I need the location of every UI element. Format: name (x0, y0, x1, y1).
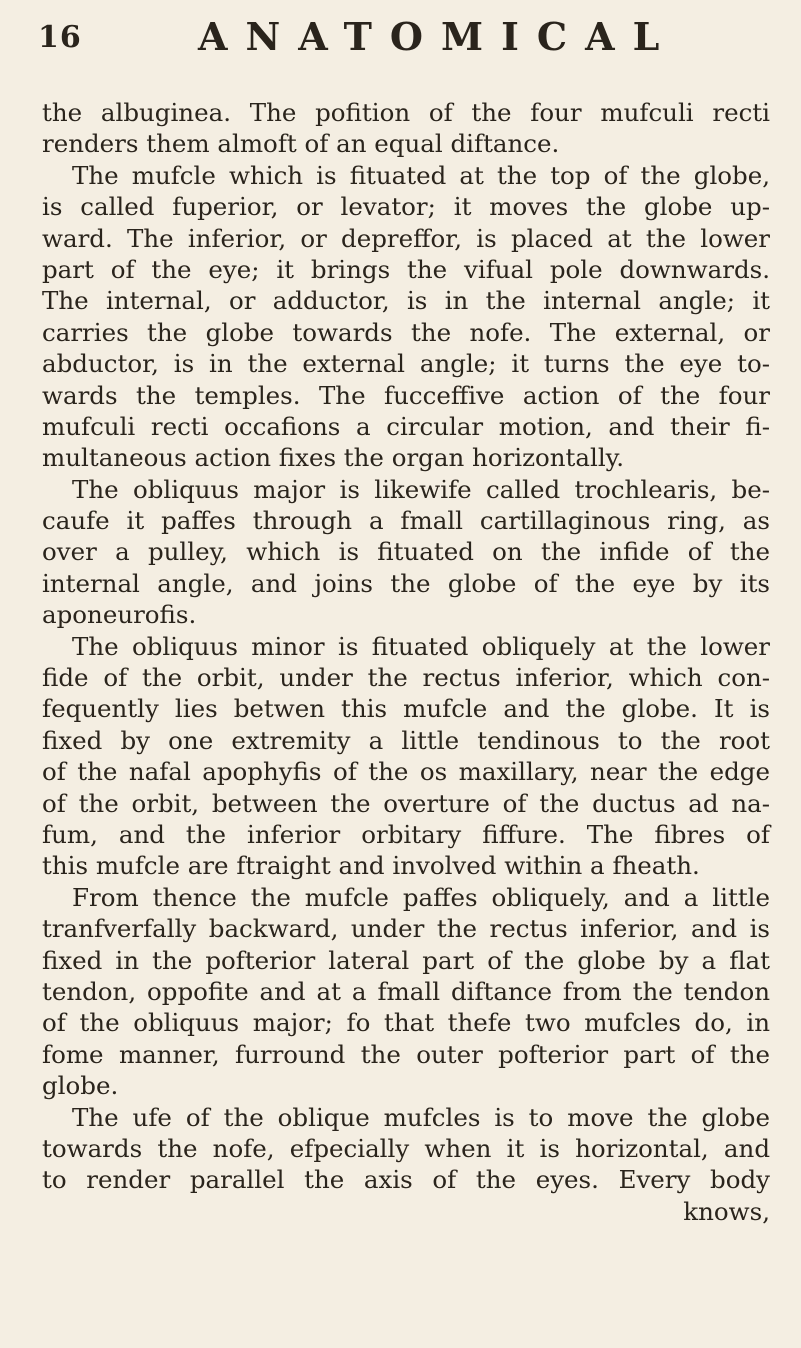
text-line: wards the temples. The fucceffive action of the four (42, 380, 770, 410)
text-line: the albuginea. The pofition of the four mufculi recti (42, 98, 770, 127)
text-line: The mufcle which is fituated at the top of the globe, (72, 160, 770, 190)
text-line: fum, and the inferior orbitary fiffure. The fibres of (42, 819, 770, 849)
text-line: knows, (683, 1196, 770, 1226)
text-line: tranfverfally backward, under the rectus inferior, and is (42, 914, 770, 944)
text-line: over a pulley, which is fituated on the infide of the (42, 537, 770, 567)
text-line: is called fuperior, or levator; it moves the globe up- (42, 192, 770, 222)
text-line: mufculi recti occafions a circular motion, and their fi- (42, 411, 770, 441)
page-number: 16 (38, 20, 82, 55)
text-line: fequently lies betwen this mufcle and the globe. It is (42, 694, 770, 724)
page-header (38, 14, 771, 74)
body-text (42, 97, 770, 1227)
text-line: The internal, or adductor, is in the internal angle; it (42, 286, 770, 316)
text-line: internal angle, and joins the globe of the eye by its (42, 568, 770, 598)
text-line: fixed in the pofterior lateral part of the globe by a flat (42, 945, 770, 975)
text-line: this mufcle are ftraight and involved within a fheath. (42, 851, 700, 881)
text-line: The ufe of the oblique mufcles is to move the globe (72, 1102, 770, 1132)
text-line: caufe it paffes through a fmall cartillaginous ring, as (42, 506, 770, 536)
text-line: abductor, is in the external angle; it turns the eye to- (42, 349, 770, 379)
text-line: The obliquus minor is fituated obliquely at the lower (72, 631, 770, 661)
text-line: renders them almoft of an equal diftance. (42, 129, 560, 159)
text-line: of the orbit, between the overture of the ductus ad na- (42, 788, 770, 818)
text-line: of the nafal apophyfis of the os maxillary, near the edge (42, 757, 770, 787)
text-line: tendon, oppofite and at a fmall diftance from the tendon (42, 976, 770, 1006)
text-line: globe. (42, 1071, 119, 1101)
text-line: aponeurofis. (42, 600, 197, 630)
text-line: ward. The inferior, or depreffor, is placed at the lower (42, 223, 770, 253)
text-line: fide of the orbit, under the rectus inferior, which con- (42, 663, 770, 693)
running-title: ANATOMICAL (198, 14, 678, 59)
text-line: carries the globe towards the nofe. The external, or (42, 317, 770, 347)
text-line: The obliquus major is likewife called trochlearis, be- (72, 474, 770, 504)
text-line: fixed by one extremity a little tendinous to the root (42, 725, 770, 755)
text-line: of the obliquus major; fo that thefe two mufcles do, in (42, 1008, 770, 1038)
text-line: part of the eye; it brings the vifual pole downwards. (42, 254, 770, 284)
text-line: towards the nofe, efpecially when it is horizontal, and (42, 1133, 770, 1163)
text-line: to render parallel the axis of the eyes. Every body (42, 1165, 770, 1195)
text-line: fome manner, furround the outer pofterior part of the (42, 1039, 770, 1069)
text-line: From thence the mufcle paffes obliquely, and a little (72, 882, 770, 912)
text-line: multaneous action fixes the organ horizontally. (42, 443, 625, 473)
